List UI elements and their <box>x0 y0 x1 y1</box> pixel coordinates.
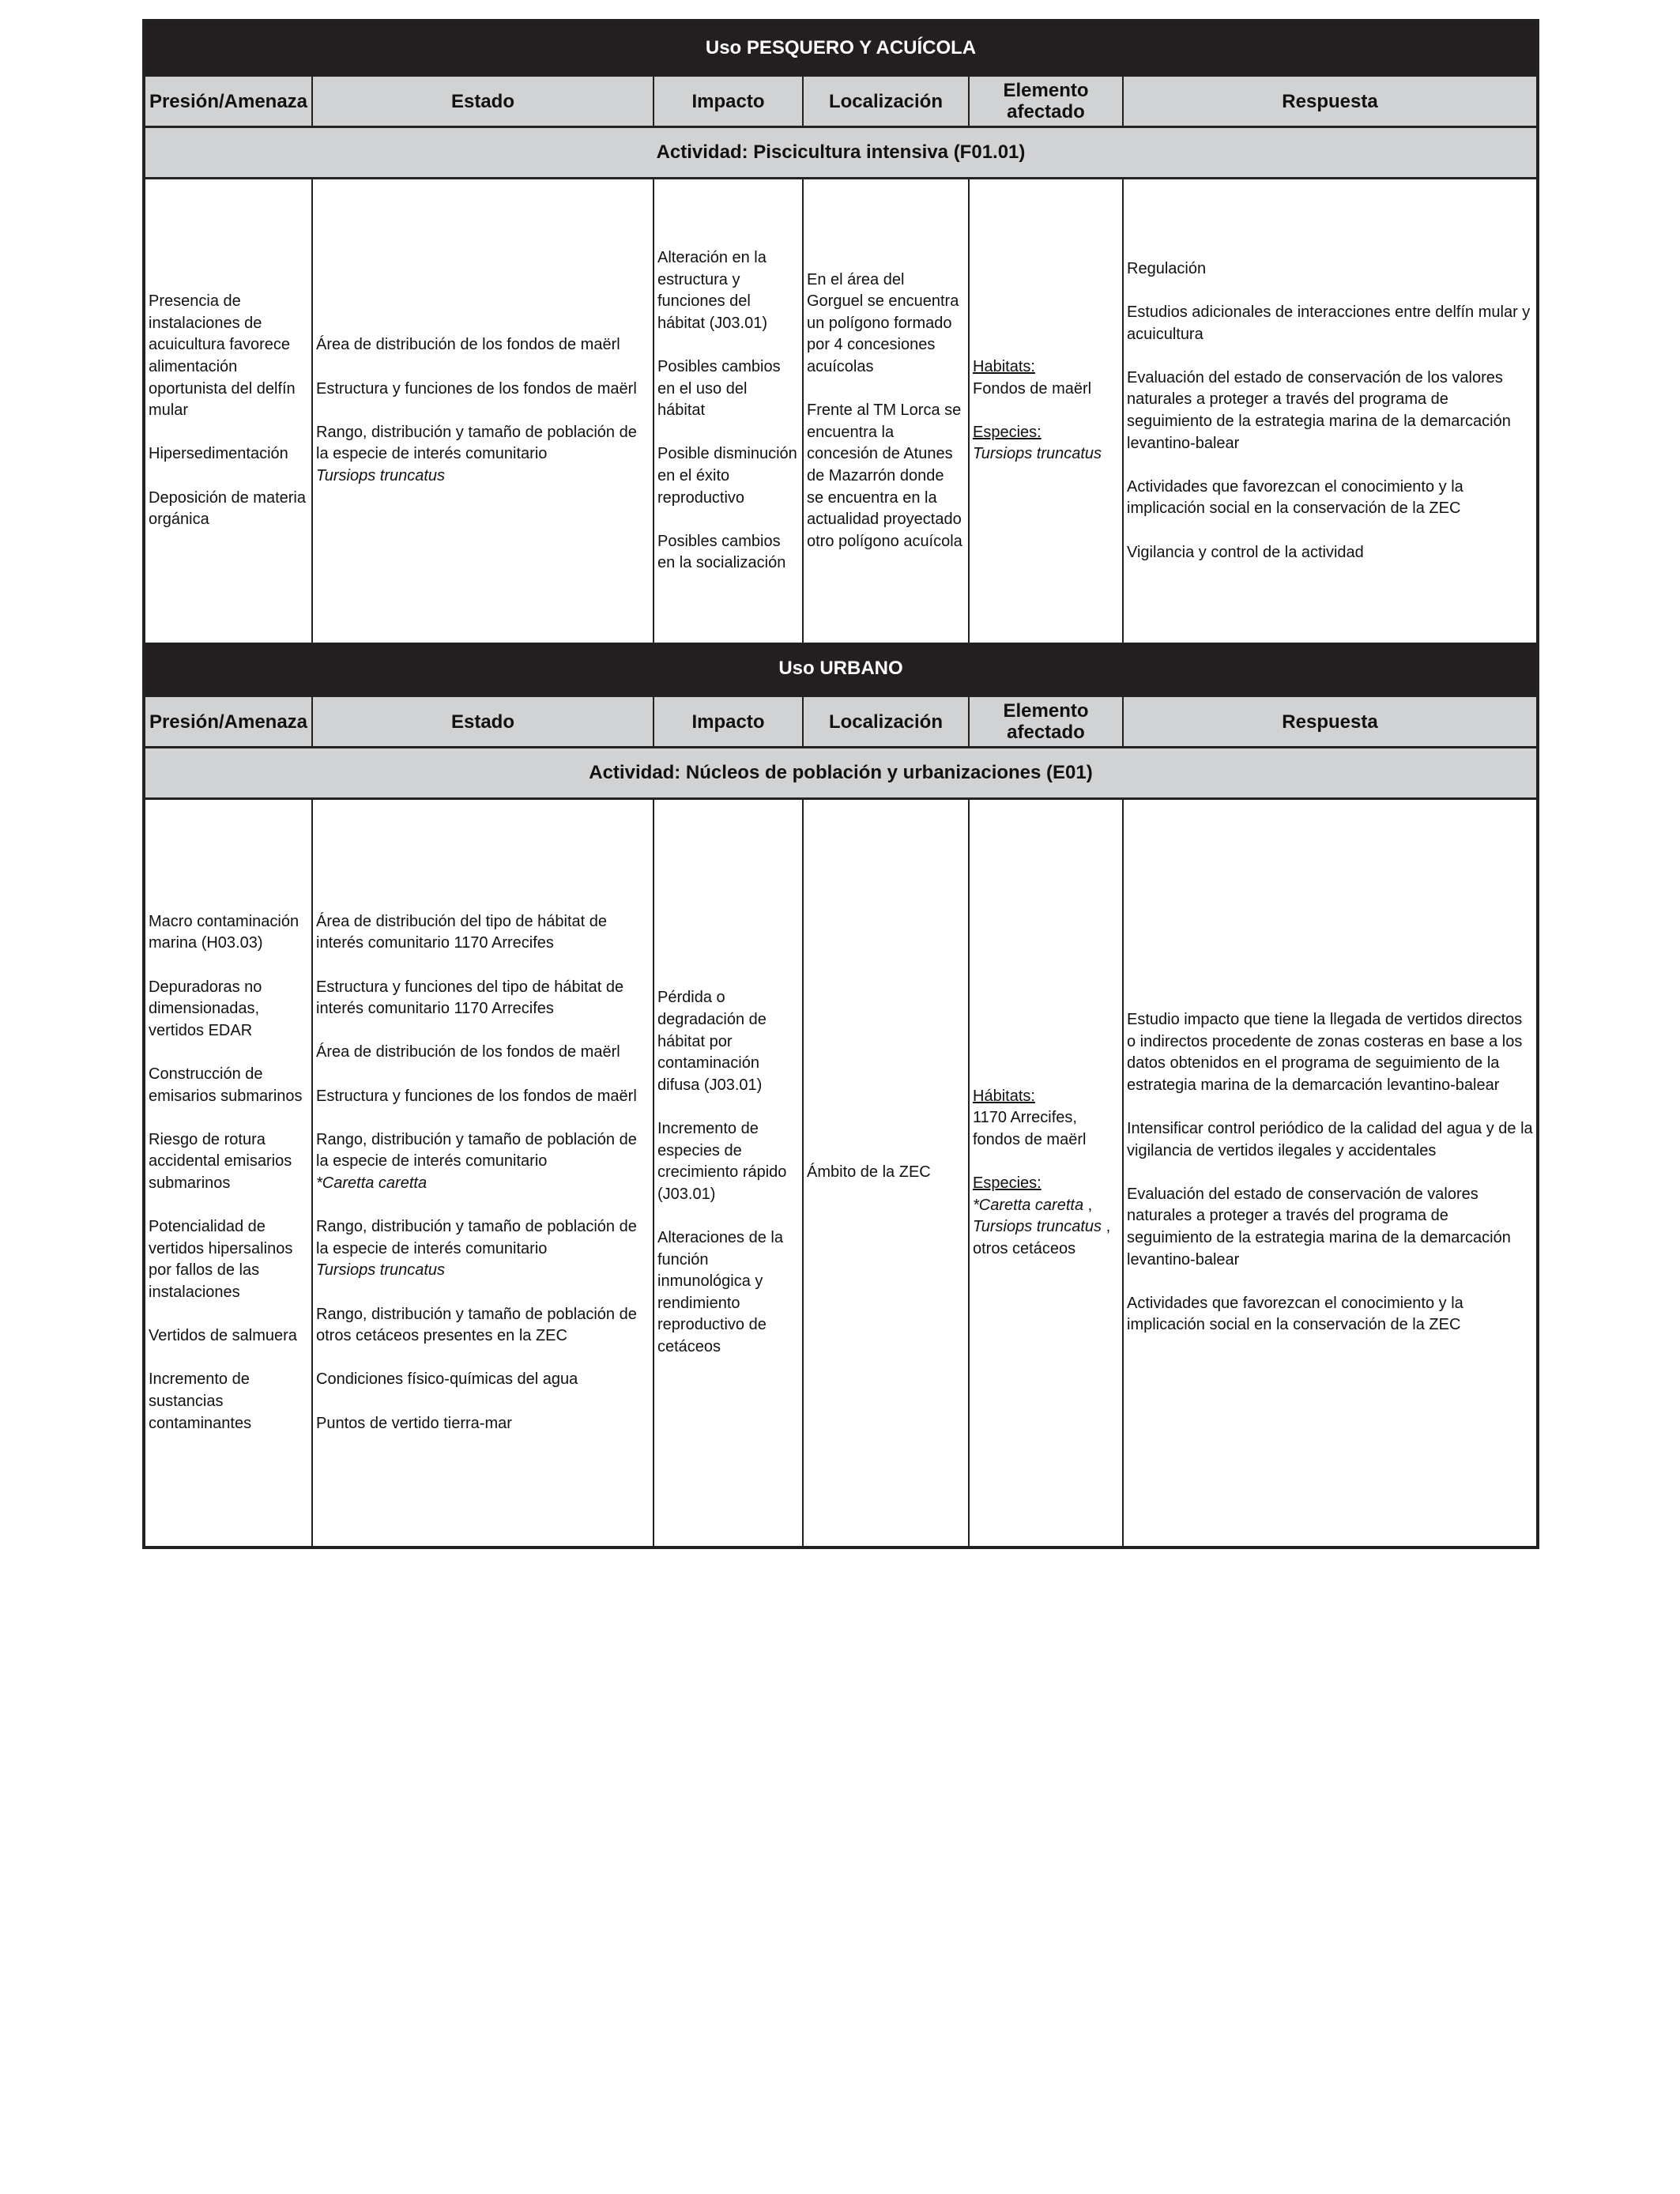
text-line: Regulación <box>1127 259 1207 277</box>
pressure-table <box>142 19 1539 1549</box>
text-line: Estructura y funciones de los fondos de maërl <box>316 379 637 398</box>
text-line: Alteración en la estructura y funciones del hábitat (J03.01) <box>657 249 767 332</box>
text-line: En el área del Gorguel se encuentra un polígono formado por 4 concesiones acuícolas <box>807 270 959 376</box>
text-line: , otros cetáceos <box>973 1218 1111 1257</box>
text-line: Rango, distribución y tamaño de población de otros cetáceos presentes en la ZEC <box>316 1305 637 1345</box>
cell-localizacion <box>804 800 970 1546</box>
habitats-value: 1170 Arrecifes, fondos de maërl <box>973 1109 1087 1148</box>
text-line: Rango, distribución y tamaño de población de la especie de interés comunitario <box>316 1130 637 1171</box>
header-impacto: Impacto <box>654 697 804 746</box>
text-line: Riesgo de rotura accidental emisarios submarinos <box>149 1130 292 1192</box>
text-line: Pérdida o degradación de hábitat por contaminación difusa (J03.01) <box>657 989 767 1094</box>
text-line: Alteraciones de la función inmunológica y rendimiento reproductivo de cetáceos <box>657 1228 783 1355</box>
cell-localizacion <box>804 179 970 643</box>
text-line: Deposición de materia orgánica <box>149 488 306 529</box>
habitats-value: Fondos de maërl <box>973 379 1092 398</box>
separator: , <box>1083 1196 1093 1214</box>
header-localizacion: Localización <box>804 697 970 746</box>
text-line: Estructura y funciones del tipo de hábitat de interés comunitario 1170 Arrecifes <box>316 978 624 1018</box>
text-line: Construcción de emisarios submarinos <box>149 1065 303 1105</box>
text-line: Frente al TM Lorca se encuentra la concesión de Atunes de Mazarrón donde se encuentra en la actualidad proyectado otro polígono acuícola <box>807 401 962 550</box>
header-respuesta: Respuesta <box>1282 711 1378 733</box>
text-line: Presencia de instalaciones de acuicultura favorece alimentación oportunista del delfín mular <box>149 292 296 420</box>
activity-title-piscicultura: Actividad: Piscicultura intensiva (F01.01) <box>145 128 1536 179</box>
table-row <box>145 800 1536 1546</box>
text-line: Potencialidad de vertidos hipersalinos por fallos de las instalaciones <box>149 1218 293 1301</box>
header-estado: Estado <box>313 697 654 746</box>
section-title-pesquero: Uso PESQUERO Y ACUÍCOLA <box>145 22 1536 74</box>
text-line: Evaluación del estado de conservación de los valores naturales a proteger a través del programa de seguimiento de la estrategia marina de la demarcación levantino-balear <box>1127 368 1511 452</box>
text-line: Área de distribución del tipo de hábitat de interés comunitario 1170 Arrecifes <box>316 912 608 952</box>
especies-value <box>973 1195 1119 1261</box>
text-line: Estudio impacto que tiene la llegada de vertidos directos o indirectos procedente de zonas costeras en base a los datos obtenidos en el programa de seguimiento de la estrategia marina de la demarcación levantino-balear <box>1127 1011 1523 1094</box>
text-line: Condiciones físico-químicas del agua <box>316 1370 578 1389</box>
text-line: Rango, distribución y tamaño de población de la especie de interés comunitario <box>316 423 637 463</box>
text-line: Área de distribución de los fondos de maërl <box>316 336 620 354</box>
cell-respuesta <box>1124 800 1536 1546</box>
species-name: Tursiops truncatus <box>316 466 446 484</box>
activity-title-urbanizaciones: Actividad: Núcleos de población y urbanizaciones (E01) <box>145 748 1536 800</box>
cell-presion <box>145 800 313 1546</box>
text-line: Posibles cambios en el uso del hábitat <box>657 358 781 420</box>
habitats-label: Habitats: <box>973 358 1035 376</box>
text-line: Área de distribución de los fondos de maërl <box>316 1043 620 1061</box>
cell-respuesta <box>1124 179 1536 643</box>
column-header-row <box>145 74 1536 128</box>
text-line: Puntos de vertido tierra-mar <box>316 1414 512 1432</box>
text-line: Estudios adicionales de interacciones entre delfín mular y acuicultura <box>1127 303 1531 343</box>
cell-elemento <box>970 800 1124 1546</box>
header-elemento: Elemento afectado <box>970 77 1124 126</box>
text-line: Actividades que favorezcan el conocimiento y la implicación social en la conservación de la ZEC <box>1127 477 1463 518</box>
header-respuesta: Respuesta <box>1282 90 1378 112</box>
text-line: Hipersedimentación <box>149 445 288 463</box>
header-impacto: Impacto <box>654 77 804 126</box>
cell-impacto <box>654 800 804 1546</box>
text-line: Rango, distribución y tamaño de población de la especie de interés comunitario <box>316 1218 637 1257</box>
cell-impacto <box>654 179 804 643</box>
text-line: Incremento de especies de crecimiento rápido (J03.01) <box>657 1120 787 1203</box>
header-presion: Presión/Amenaza <box>145 697 313 746</box>
header-localizacion: Localización <box>804 77 970 126</box>
header-presion: Presión/Amenaza <box>145 77 313 126</box>
text-line: Macro contaminación marina (H03.03) <box>149 912 299 952</box>
text-line: Vigilancia y control de la actividad <box>1127 543 1364 561</box>
text-line: Estructura y funciones de los fondos de maërl <box>316 1087 637 1105</box>
species-name: *Caretta caretta <box>973 1196 1084 1214</box>
species-name: Tursiops truncatus <box>973 1218 1102 1236</box>
especies-label: Especies: <box>973 1174 1042 1192</box>
text-line: Actividades que favorezcan el conocimiento y la implicación social en la conservación de la ZEC <box>1127 1294 1463 1334</box>
cell-presion <box>145 179 313 643</box>
text-line: Evaluación del estado de conservación de valores naturales a proteger a través del programa de seguimiento de la estrategia marina de la demarcación levantino-balear <box>1127 1185 1511 1269</box>
cell-elemento <box>970 179 1124 643</box>
header-estado: Estado <box>313 77 654 126</box>
text-line: Posible disminución en el éxito reproductivo <box>657 445 797 507</box>
especies-label: Especies: <box>973 423 1042 441</box>
table-row <box>145 179 1536 643</box>
text-line: Incremento de sustancias contaminantes <box>149 1370 252 1432</box>
cell-estado <box>313 800 654 1546</box>
column-header-row <box>145 695 1536 748</box>
habitats-label: Hábitats: <box>973 1087 1035 1105</box>
text-line: Ámbito de la ZEC <box>807 1163 931 1182</box>
section-title-urbano: Uso URBANO <box>145 643 1536 695</box>
text-line: Vertidos de salmuera <box>149 1327 297 1345</box>
text-line: Posibles cambios en la socialización <box>657 532 786 572</box>
especies-value: Tursiops truncatus <box>973 445 1102 463</box>
cell-estado <box>313 179 654 643</box>
text-line: Depuradoras no dimensionadas, vertidos EDAR <box>149 978 262 1039</box>
text-line: Intensificar control periódico de la calidad del agua y de la vigilancia de vertidos ilegales y accidentales <box>1127 1120 1533 1159</box>
species-name: Tursiops truncatus <box>316 1261 446 1280</box>
header-elemento: Elemento afectado <box>970 697 1124 746</box>
species-name: *Caretta caretta <box>316 1174 428 1192</box>
